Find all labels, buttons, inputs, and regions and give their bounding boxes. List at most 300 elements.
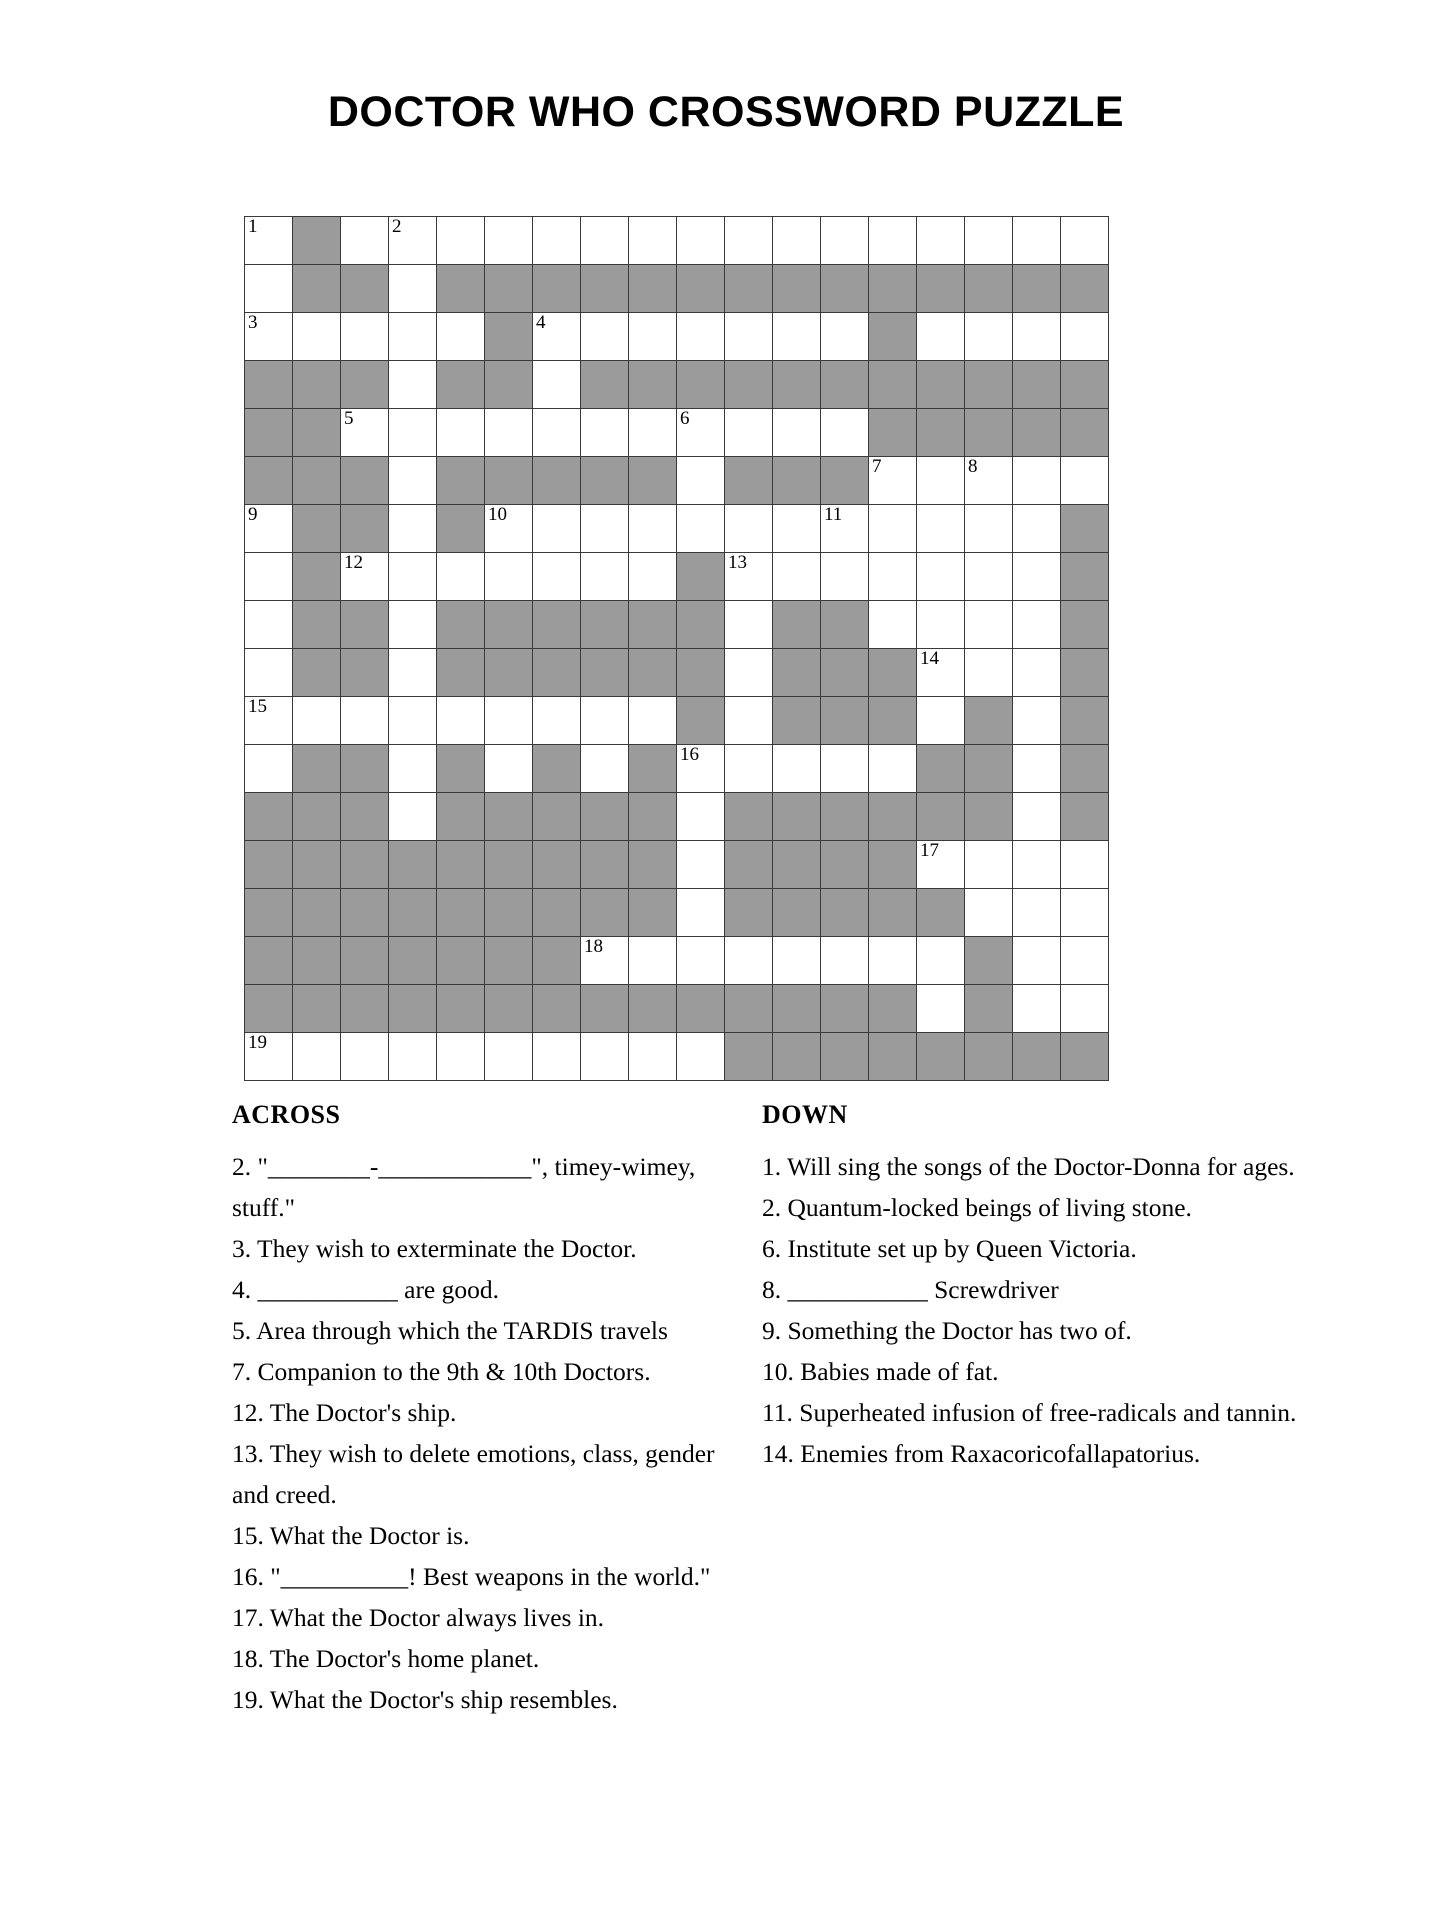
- grid-cell[interactable]: [485, 553, 533, 601]
- grid-cell[interactable]: [245, 601, 293, 649]
- grid-cell[interactable]: [1013, 601, 1061, 649]
- grid-cell[interactable]: [533, 505, 581, 553]
- grid-cell-block: [629, 841, 677, 889]
- grid-cell[interactable]: [629, 409, 677, 457]
- grid-cell[interactable]: [533, 697, 581, 745]
- grid-cell[interactable]: [725, 409, 773, 457]
- grid-cell-block: [533, 265, 581, 313]
- grid-cell-block: [869, 985, 917, 1033]
- grid-cell-block: [341, 601, 389, 649]
- grid-cell-number: 1: [248, 216, 258, 237]
- grid-cell-block: [437, 793, 485, 841]
- grid-cell[interactable]: [581, 409, 629, 457]
- grid-row: [245, 457, 1109, 505]
- grid-cell-block: [821, 793, 869, 841]
- grid-cell[interactable]: [293, 1033, 341, 1081]
- grid-cell[interactable]: [245, 1033, 293, 1081]
- grid-cell[interactable]: [917, 697, 965, 745]
- grid-cell[interactable]: [1013, 505, 1061, 553]
- grid-cell[interactable]: [965, 217, 1013, 265]
- grid-cell[interactable]: [581, 937, 629, 985]
- grid-cell[interactable]: [533, 553, 581, 601]
- grid-cell[interactable]: [869, 457, 917, 505]
- down-clue: 10. Babies made of fat.: [762, 1357, 999, 1386]
- grid-cell-number: 18: [584, 936, 603, 957]
- grid-cell[interactable]: [1061, 313, 1109, 361]
- grid-row: [245, 265, 1109, 313]
- grid-cell-block: [389, 841, 437, 889]
- grid-cell[interactable]: [965, 505, 1013, 553]
- grid-cell-block: [1061, 505, 1109, 553]
- grid-cell[interactable]: [965, 553, 1013, 601]
- grid-cell-block: [1061, 649, 1109, 697]
- grid-cell[interactable]: [533, 313, 581, 361]
- grid-cell[interactable]: [965, 457, 1013, 505]
- grid-cell[interactable]: [1013, 649, 1061, 697]
- grid-cell-block: [245, 889, 293, 937]
- grid-cell-block: [437, 745, 485, 793]
- grid-cell[interactable]: [245, 217, 293, 265]
- grid-cell[interactable]: [1013, 457, 1061, 505]
- down-clue: 2. Quantum-locked beings of living stone.: [762, 1193, 1192, 1222]
- grid-cell-block: [245, 841, 293, 889]
- down-clue-list: [762, 1146, 1302, 1474]
- grid-cell[interactable]: [821, 409, 869, 457]
- grid-cell-block: [965, 937, 1013, 985]
- grid-cell-block: [677, 553, 725, 601]
- grid-cell[interactable]: [677, 937, 725, 985]
- grid-cell-block: [773, 985, 821, 1033]
- grid-cell-block: [1061, 601, 1109, 649]
- grid-cell[interactable]: [629, 505, 677, 553]
- page-title: DOCTOR WHO CROSSWORD PUZZLE: [327, 88, 1125, 136]
- grid-row: [245, 889, 1109, 937]
- grid-cell-number: 8: [968, 456, 978, 477]
- grid-cell-number: 17: [920, 840, 939, 861]
- grid-cell[interactable]: [1013, 313, 1061, 361]
- grid-cell-block: [773, 1033, 821, 1081]
- grid-cell[interactable]: [245, 745, 293, 793]
- grid-cell[interactable]: [677, 409, 725, 457]
- grid-cell[interactable]: [245, 265, 293, 313]
- grid-cell[interactable]: [581, 313, 629, 361]
- across-clue: 3. They wish to exterminate the Doctor.: [232, 1234, 637, 1263]
- grid-cell[interactable]: [389, 697, 437, 745]
- grid-cell-block: [533, 601, 581, 649]
- down-clue: 1. Will sing the songs of the Doctor-Donna for ages.: [762, 1152, 1295, 1181]
- grid-cell-number: 3: [248, 312, 258, 333]
- grid-cell-block: [869, 361, 917, 409]
- grid-cell-block: [293, 937, 341, 985]
- grid-cell-block: [917, 1033, 965, 1081]
- grid-cell-number: 14: [920, 648, 939, 669]
- across-clue: 19. What the Doctor's ship resembles.: [232, 1685, 618, 1714]
- grid-cell-number: 9: [248, 504, 258, 525]
- grid-cell[interactable]: [437, 1033, 485, 1081]
- grid-cell[interactable]: [773, 553, 821, 601]
- grid-cell-block: [581, 265, 629, 313]
- grid-cell[interactable]: [677, 217, 725, 265]
- grid-cell-block: [437, 457, 485, 505]
- grid-cell[interactable]: [677, 745, 725, 793]
- grid-cell[interactable]: [773, 217, 821, 265]
- grid-cell-block: [293, 649, 341, 697]
- across-clue: 12. The Doctor's ship.: [232, 1398, 457, 1427]
- grid-cell-block: [437, 505, 485, 553]
- grid-cell-block: [1061, 265, 1109, 313]
- grid-cell-block: [341, 793, 389, 841]
- clues-section: [232, 1100, 1297, 1714]
- grid-cell[interactable]: [725, 745, 773, 793]
- across-clue: 2. "________-____________", timey-wimey, stuff.": [232, 1152, 696, 1222]
- grid-cell[interactable]: [725, 217, 773, 265]
- grid-cell-block: [773, 457, 821, 505]
- grid-cell[interactable]: [773, 409, 821, 457]
- grid-cell[interactable]: [389, 505, 437, 553]
- grid-cell-block: [773, 265, 821, 313]
- grid-cell[interactable]: [485, 505, 533, 553]
- grid-cell-block: [293, 217, 341, 265]
- grid-cell-block: [917, 793, 965, 841]
- grid-cell[interactable]: [629, 697, 677, 745]
- grid-cell-block: [965, 985, 1013, 1033]
- grid-cell-block: [725, 841, 773, 889]
- across-heading: ACROSS: [232, 1100, 341, 1129]
- grid-cell[interactable]: [917, 649, 965, 697]
- grid-cell[interactable]: [965, 601, 1013, 649]
- grid-cell[interactable]: [533, 409, 581, 457]
- grid-cell[interactable]: [629, 553, 677, 601]
- grid-cell[interactable]: [341, 313, 389, 361]
- grid-cell-number: 6: [680, 408, 690, 429]
- grid-cell[interactable]: [581, 697, 629, 745]
- grid-cell-block: [773, 601, 821, 649]
- grid-cell[interactable]: [965, 649, 1013, 697]
- grid-cell[interactable]: [869, 937, 917, 985]
- grid-cell-block: [917, 265, 965, 313]
- grid-cell[interactable]: [821, 553, 869, 601]
- grid-cell[interactable]: [821, 505, 869, 553]
- grid-cell-block: [485, 361, 533, 409]
- grid-cell[interactable]: [1061, 889, 1109, 937]
- grid-cell[interactable]: [1013, 553, 1061, 601]
- crossword-grid-table[interactable]: [244, 216, 1109, 1081]
- grid-cell[interactable]: [581, 553, 629, 601]
- grid-cell-number: 2: [392, 216, 402, 237]
- grid-cell-block: [533, 841, 581, 889]
- grid-row: [245, 601, 1109, 649]
- grid-cell[interactable]: [389, 793, 437, 841]
- grid-cell[interactable]: [821, 937, 869, 985]
- grid-cell[interactable]: [917, 313, 965, 361]
- grid-cell-block: [341, 937, 389, 985]
- grid-cell[interactable]: [245, 313, 293, 361]
- grid-cell[interactable]: [725, 313, 773, 361]
- grid-cell-block: [581, 457, 629, 505]
- grid-cell-block: [869, 265, 917, 313]
- grid-cell-block: [821, 601, 869, 649]
- grid-cell-block: [1013, 361, 1061, 409]
- grid-cell[interactable]: [965, 841, 1013, 889]
- grid-row: [245, 553, 1109, 601]
- grid-cell[interactable]: [485, 217, 533, 265]
- grid-cell-block: [1061, 1033, 1109, 1081]
- grid-cell[interactable]: [437, 217, 485, 265]
- grid-cell-block: [677, 265, 725, 313]
- grid-cell[interactable]: [1013, 745, 1061, 793]
- grid-cell-block: [869, 697, 917, 745]
- grid-cell-block: [725, 793, 773, 841]
- grid-cell[interactable]: [821, 745, 869, 793]
- grid-cell[interactable]: [773, 505, 821, 553]
- grid-row: [245, 985, 1109, 1033]
- grid-cell[interactable]: [725, 697, 773, 745]
- grid-cell[interactable]: [725, 505, 773, 553]
- grid-cell[interactable]: [389, 649, 437, 697]
- grid-cell[interactable]: [629, 937, 677, 985]
- across-clue: 4. ___________ are good.: [232, 1275, 500, 1304]
- grid-cell[interactable]: [341, 697, 389, 745]
- grid-cell-block: [389, 937, 437, 985]
- grid-cell-block: [821, 265, 869, 313]
- grid-cell-block: [341, 361, 389, 409]
- grid-cell[interactable]: [629, 313, 677, 361]
- grid-cell-block: [773, 889, 821, 937]
- grid-cell-block: [437, 985, 485, 1033]
- grid-cell[interactable]: [917, 937, 965, 985]
- grid-cell-block: [485, 985, 533, 1033]
- grid-cell[interactable]: [581, 745, 629, 793]
- grid-cell-block: [1013, 265, 1061, 313]
- grid-cell[interactable]: [1061, 985, 1109, 1033]
- grid-cell-block: [245, 793, 293, 841]
- grid-cell[interactable]: [965, 889, 1013, 937]
- grid-cell-block: [869, 649, 917, 697]
- grid-cell[interactable]: [389, 457, 437, 505]
- grid-cell[interactable]: [917, 217, 965, 265]
- grid-cell[interactable]: [389, 601, 437, 649]
- across-clue: 18. The Doctor's home planet.: [232, 1644, 540, 1673]
- grid-cell[interactable]: [245, 649, 293, 697]
- grid-cell-block: [821, 889, 869, 937]
- grid-cell[interactable]: [293, 697, 341, 745]
- grid-cell-block: [773, 793, 821, 841]
- grid-cell-block: [581, 649, 629, 697]
- grid-cell-block: [725, 985, 773, 1033]
- grid-cell[interactable]: [1013, 841, 1061, 889]
- grid-cell-block: [965, 745, 1013, 793]
- grid-cell[interactable]: [773, 745, 821, 793]
- grid-cell[interactable]: [1013, 697, 1061, 745]
- grid-cell[interactable]: [725, 553, 773, 601]
- grid-row: [245, 1033, 1109, 1081]
- grid-cell[interactable]: [1013, 937, 1061, 985]
- grid-cell[interactable]: [245, 505, 293, 553]
- grid-cell-block: [485, 649, 533, 697]
- grid-cell[interactable]: [821, 217, 869, 265]
- grid-cell[interactable]: [917, 841, 965, 889]
- grid-cell[interactable]: [917, 985, 965, 1033]
- grid-cell-block: [821, 697, 869, 745]
- grid-cell[interactable]: [725, 937, 773, 985]
- grid-cell-block: [341, 649, 389, 697]
- grid-cell-block: [389, 889, 437, 937]
- grid-cell[interactable]: [821, 313, 869, 361]
- grid-cell[interactable]: [581, 217, 629, 265]
- grid-cell[interactable]: [389, 409, 437, 457]
- grid-cell-block: [773, 841, 821, 889]
- grid-cell[interactable]: [773, 937, 821, 985]
- grid-cell[interactable]: [917, 457, 965, 505]
- grid-cell[interactable]: [437, 409, 485, 457]
- grid-cell-block: [869, 889, 917, 937]
- grid-cell[interactable]: [389, 217, 437, 265]
- grid-cell-block: [629, 601, 677, 649]
- clue-headings: [232, 1100, 1292, 1146]
- grid-cell-block: [533, 937, 581, 985]
- grid-cell-block: [485, 937, 533, 985]
- grid-cell-block: [341, 745, 389, 793]
- grid-cell[interactable]: [533, 361, 581, 409]
- grid-cell-block: [293, 505, 341, 553]
- grid-cell[interactable]: [485, 409, 533, 457]
- grid-cell[interactable]: [341, 1033, 389, 1081]
- grid-cell-number: 5: [344, 408, 354, 429]
- grid-cell[interactable]: [773, 313, 821, 361]
- grid-cell-block: [1013, 409, 1061, 457]
- grid-row: [245, 937, 1109, 985]
- grid-cell-block: [245, 985, 293, 1033]
- grid-cell[interactable]: [1013, 889, 1061, 937]
- grid-cell[interactable]: [677, 1033, 725, 1081]
- grid-cell[interactable]: [341, 217, 389, 265]
- grid-cell[interactable]: [341, 409, 389, 457]
- grid-cell[interactable]: [629, 217, 677, 265]
- grid-cell-block: [773, 697, 821, 745]
- grid-cell[interactable]: [1013, 985, 1061, 1033]
- grid-row: [245, 745, 1109, 793]
- grid-cell-block: [725, 889, 773, 937]
- grid-cell-block: [341, 985, 389, 1033]
- grid-cell-block: [869, 793, 917, 841]
- grid-cell[interactable]: [533, 217, 581, 265]
- grid-cell-block: [965, 697, 1013, 745]
- grid-row: [245, 409, 1109, 457]
- grid-cell[interactable]: [389, 265, 437, 313]
- grid-cell[interactable]: [677, 313, 725, 361]
- grid-cell[interactable]: [533, 1033, 581, 1081]
- grid-cell-block: [581, 841, 629, 889]
- grid-cell[interactable]: [869, 601, 917, 649]
- grid-cell-block: [1061, 793, 1109, 841]
- grid-cell[interactable]: [1061, 841, 1109, 889]
- grid-cell[interactable]: [581, 1033, 629, 1081]
- grid-cell-block: [293, 889, 341, 937]
- grid-row: [245, 217, 1109, 265]
- grid-cell-block: [773, 649, 821, 697]
- grid-cell-block: [965, 1033, 1013, 1081]
- grid-cell[interactable]: [869, 217, 917, 265]
- grid-cell[interactable]: [245, 697, 293, 745]
- grid-cell-block: [533, 793, 581, 841]
- grid-cell-block: [293, 457, 341, 505]
- grid-cell-block: [725, 265, 773, 313]
- grid-cell-block: [629, 985, 677, 1033]
- grid-cell-block: [437, 361, 485, 409]
- grid-cell-block: [629, 361, 677, 409]
- grid-cell[interactable]: [869, 745, 917, 793]
- grid-cell[interactable]: [629, 1033, 677, 1081]
- grid-cell-block: [965, 265, 1013, 313]
- grid-cell-block: [341, 457, 389, 505]
- crossword-grid[interactable]: [244, 216, 1109, 1081]
- grid-cell-block: [725, 361, 773, 409]
- grid-cell[interactable]: [485, 1033, 533, 1081]
- grid-cell[interactable]: [389, 745, 437, 793]
- grid-cell[interactable]: [245, 553, 293, 601]
- grid-cell-block: [725, 1033, 773, 1081]
- grid-cell-block: [821, 841, 869, 889]
- grid-cell[interactable]: [1013, 217, 1061, 265]
- grid-cell-block: [581, 889, 629, 937]
- grid-cell[interactable]: [341, 553, 389, 601]
- grid-cell[interactable]: [389, 361, 437, 409]
- grid-cell[interactable]: [725, 649, 773, 697]
- grid-cell[interactable]: [1061, 217, 1109, 265]
- grid-cell-block: [821, 1033, 869, 1081]
- grid-cell[interactable]: [677, 889, 725, 937]
- grid-cell-number: 10: [488, 504, 507, 525]
- grid-cell[interactable]: [1061, 457, 1109, 505]
- grid-cell-block: [629, 265, 677, 313]
- grid-cell[interactable]: [389, 313, 437, 361]
- grid-cell[interactable]: [725, 601, 773, 649]
- grid-cell-block: [629, 745, 677, 793]
- grid-cell[interactable]: [869, 553, 917, 601]
- grid-cell[interactable]: [485, 745, 533, 793]
- grid-cell[interactable]: [917, 553, 965, 601]
- grid-cell[interactable]: [389, 1033, 437, 1081]
- grid-cell[interactable]: [485, 697, 533, 745]
- grid-cell-block: [485, 457, 533, 505]
- grid-cell[interactable]: [677, 841, 725, 889]
- grid-cell[interactable]: [677, 505, 725, 553]
- grid-cell[interactable]: [437, 553, 485, 601]
- grid-cell[interactable]: [917, 601, 965, 649]
- grid-cell-block: [1013, 1033, 1061, 1081]
- grid-cell[interactable]: [677, 457, 725, 505]
- grid-cell[interactable]: [581, 505, 629, 553]
- grid-cell-block: [869, 409, 917, 457]
- grid-cell[interactable]: [965, 313, 1013, 361]
- grid-cell-block: [245, 457, 293, 505]
- grid-cell[interactable]: [437, 697, 485, 745]
- grid-row: [245, 313, 1109, 361]
- across-clue: 15. What the Doctor is.: [232, 1521, 470, 1550]
- grid-cell[interactable]: [437, 313, 485, 361]
- grid-cell[interactable]: [869, 505, 917, 553]
- grid-cell-block: [341, 265, 389, 313]
- grid-cell[interactable]: [293, 313, 341, 361]
- grid-cell-block: [293, 985, 341, 1033]
- grid-cell[interactable]: [1061, 937, 1109, 985]
- grid-cell[interactable]: [677, 793, 725, 841]
- grid-cell-block: [341, 841, 389, 889]
- grid-cell[interactable]: [917, 505, 965, 553]
- down-clue: 14. Enemies from Raxacoricofallapatorius.: [762, 1439, 1201, 1468]
- grid-cell[interactable]: [389, 553, 437, 601]
- grid-cell[interactable]: [1013, 793, 1061, 841]
